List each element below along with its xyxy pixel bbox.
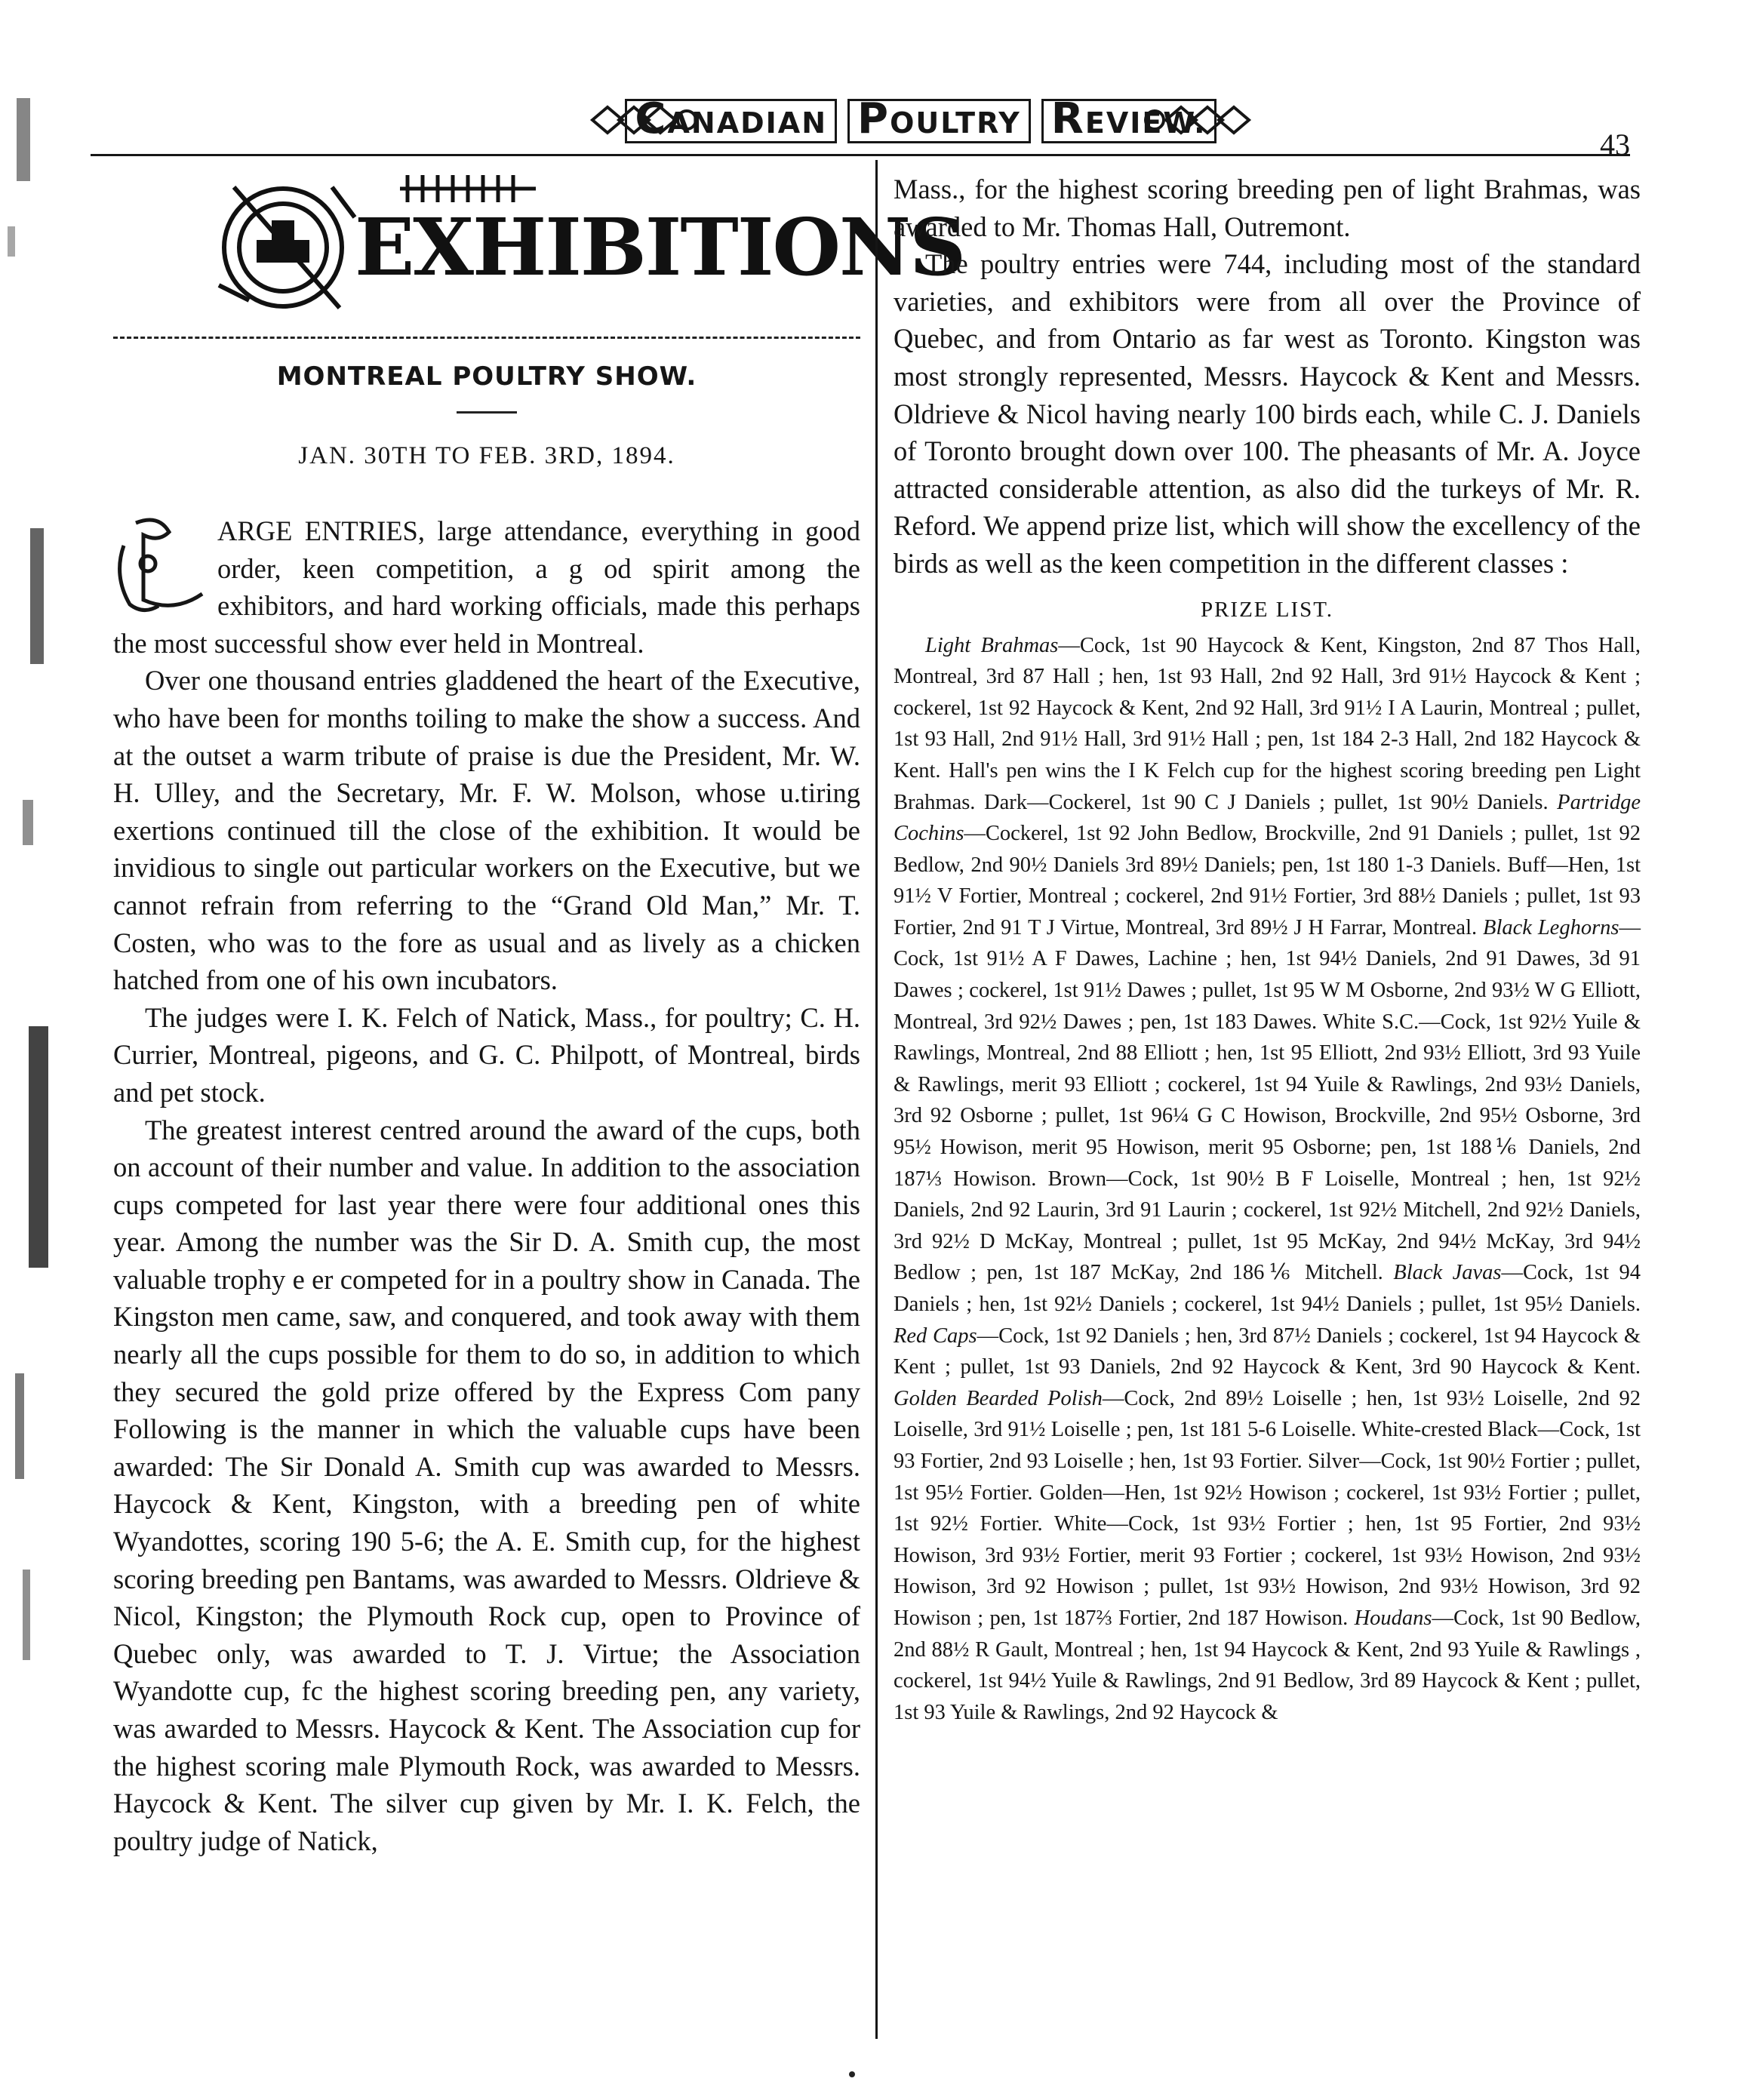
exhibitions-logo-word: EXHIBITIONS xyxy=(355,201,965,294)
article-body-left xyxy=(113,512,860,1859)
article-dates: JAN. 30TH TO FEB. 3RD, 1894. xyxy=(298,442,675,469)
article-paragraph xyxy=(113,512,860,662)
prize-list-heading: PRIZE LIST. xyxy=(1200,597,1334,622)
prize-class-name: Red Caps xyxy=(894,1324,977,1348)
prize-class-name: Light Brahmas xyxy=(925,633,1059,657)
prize-class-results: —Cock, 1st 94 Daniels ; hen, 1st 92½ Daniels ; cockerel, 1st 94½ Daniels ; pullet, 1st 95½ Daniels. xyxy=(894,1261,1641,1316)
prize-class-name: Black Javas xyxy=(1393,1261,1502,1285)
paragraph-text: ARGE ENTRIES, large attendance, everything in good order, keen competition, a g od spirit among the exhibitors, and hard working officials, made this perhaps the most successful show ever held in Montreal. xyxy=(113,515,860,659)
masthead-word: POULTRY xyxy=(847,99,1031,143)
masthead-ornament-icon xyxy=(1140,97,1253,143)
prize-class-results: —Cock, 2nd 89½ Loiselle ; hen, 1st 93½ Loiselle, 2nd 92 Loiselle, 3rd 91½ Loiselle ; pen, 1st 181 5-6 Loiselle. White-crested Black—Cock, 1st 93 Fortier, 2nd 93 Loiselle ; hen, 1st 93 Fortier. Silver—Cock, 1st 90½ Fortier ; pullet, 1st 95½ Fortier. Golden—Hen, 1st 92½ Howison ; cockerel, 1st 93½ Fortier ; pullet, 1st 92½ Fortier. White—Cock, 1st 93½ Fortier ; hen, 1st 95 Fortier, 2nd 93½ Howison, 3rd 93½ Fortier, merit 93 Fortier ; cockerel, 1st 93½ Howison, 2nd 93½ Howison, 3rd 92 Howison ; pullet, 1st 93½ Howison, 2nd 93½ Howison, 3rd 92 Howison ; pen, 1st 187⅔ Fortier, 2nd 187 Howison. xyxy=(894,1386,1641,1630)
article-body-right xyxy=(894,171,1641,583)
prize-class-results: —Cock, 1st 91½ A F Dawes, Lachine ; hen, 1st 94½ Daniels, 2nd 91 Dawes, 3d 91 Dawes ; cockerel, 1st 91½ Dawes ; pullet, 1st 95 W M Osborne, 2nd 93½ W G Elliott, Montreal, 3rd 92½ Dawes ; pen, 1st 183 Dawes. White S.C.—Cock, 1st 92½ Yuile & Rawlings, Montreal, 2nd 88 Elliott ; hen, 1st 95 Elliott, 2nd 93½ Elliott, 3rd 93 Yuile & Rawlings, merit 93 Elliott ; cockerel, 1st 94 Yuile & Rawlings, 2nd 93½ Daniels, 3rd 92 Osborne ; pullet, 1st 96¼ G C Howison, Brockville, 2nd 95½ Osborne, 3rd 95½ Howison, merit 95 Howison, merit 95 Osborne; pen, 1st 188⅙ Daniels, 2nd 187⅓ Howison. Brown—Cock, 1st 90½ B F Loiselle, Montreal ; hen, 1st 92½ Daniels, 2nd 92 Laurin, 3rd 91 Laurin ; cockerel, 1st 92½ Mitchell, 2nd 92½ Daniels, 3rd 92½ D McKay, Montreal ; pullet, 1st 95 McKay, 2nd 94½ McKay, 3rd 94½ Bedlow ; pen, 1st 187 McKay, 2nd 186⅙ Mitchell. xyxy=(894,915,1641,1285)
prize-list xyxy=(894,630,1641,1729)
prize-class-results: —Cock, 1st 90 Bedlow, 2nd 88½ R Gault, Montreal ; hen, 1st 94 Haycock & Kent, 2nd 93 Yuile & Rawlings , cockerel, 1st 94½ Yuile & Rawlings, 2nd 91 Bedlow, 3rd 89 Haycock & Kent ; pullet, 1st 93 Yuile & Rawlings, 2nd 92 Haycock & xyxy=(894,1606,1641,1724)
prize-class-name: Houdans xyxy=(1354,1606,1432,1630)
prize-class-name: Black Leghorns xyxy=(1483,915,1619,939)
masthead xyxy=(589,91,1253,152)
page-number: 43 xyxy=(1600,128,1630,161)
article-paragraph: The greatest interest centred around the award of the cups, both on account of their number and value. In addition to the association cups competed for last year there were four additional ones this year. Among the number was the Sir D. A. Smith cup, the most valuable trophy e er competed for in a poultry show in Canada. The Kingston men came, saw, and conquered, and took away with them nearly all the cups possible for them to do so, in addition to which they secured the gold prize offered by the Express Com pany Following is the manner in which the valuable cups have been awarded: The Sir Donald A. Smith cup was awarded to Messrs. Haycock & Kent, Kingston, with a breeding pen of white Wyandottes, scoring 190 5-6; the A. E. Smith cup, for the highest scoring breeding pen Bantams, was awarded to Messrs. Oldrieve & Nicol, Kingston; the Plymouth Rock cup, open to Province of Quebec only, was awarded to T. J. Virtue; the Association Wyandotte cup, fc the highest scoring breeding pen, any variety, was awarded to Messrs. Haycock & Kent. The Association cup for the highest scoring male Plymouth Rock, was awarded to Messrs. Haycock & Kent. The silver cup given by Mr. I. K. Felch, the poultry judge of Natick, xyxy=(113,1114,860,1856)
page-header-rule xyxy=(91,154,1630,156)
scan-speck xyxy=(849,2071,855,2077)
prize-class-results: —Cockerel, 1st 92 John Bedlow, Brockville, 2nd 91 Daniels ; pullet, 1st 92 Bedlow, 2nd 90½ Daniels 3rd 89½ Daniels; pen, 1st 180 1-3 Daniels. Buff—Hen, 1st 91½ V Fortier, Montreal ; cockerel, 2nd 91½ Fortier, 3rd 88½ Daniels ; pullet, 1st 93 Fortier, 2nd 91 T J Virtue, Montreal, 3rd 89½ J H Farrar, Montreal. xyxy=(894,822,1641,939)
article-paragraph: The judges were I. K. Felch of Natick, Mass., for poultry; C. H. Currier, Montreal, pigeons, and G. C. Philpott, of Montreal, birds and pet stock. xyxy=(113,1001,860,1108)
prize-class-results: —Cock, 1st 90 Haycock & Kent, Kingston, 2nd 87 Thos Hall, Montreal, 3rd 87 Hall ; hen, 1st 93 Hall, 2nd 92 Hall, 3rd 91½ Haycock & Kent ; cockerel, 1st 92 Haycock & Kent, 2nd 92 Hall, 3rd 91½ I A Laurin, Montreal ; pullet, 1st 93 Hall, 2nd 91½ Hall, 3rd 91½ Hall ; pen, 1st 184 2-3 Hall, 2nd 182 Haycock & Kent. Hall's pen wins the I K Felch cup for the highest scoring breeding pen Light Brahmas. Dark—Cockerel, 1st 90 C J Daniels ; pullet, 1st 90½ Daniels. xyxy=(894,633,1641,814)
masthead-word: REVIEW. xyxy=(1041,99,1216,143)
prize-class-results: —Cock, 1st 92 Daniels ; hen, 3rd 87½ Daniels ; cockerel, 1st 94 Haycock & Kent ; pullet, 1st 93 Daniels, 2nd 92 Haycock & Kent, 3rd 90 Haycock & Kent. xyxy=(894,1324,1641,1379)
article-paragraph: Mass., for the highest scoring breeding pen of light Brahmas, was awarded to Mr. Thomas Hall, Outremont. xyxy=(894,174,1641,242)
article-paragraph: Over one thousand entries gladdened the heart of the Executive, who have been for months toiling to make the show a success. And at the outset a warm tribute of praise is due the President, Mr. W. H. Ulley, and the Secretary, Mr. F. W. Molson, whose u.tiring exertions continued till the close of the exhibition. It would be invidious to single out particular workers on the Executive, but we cannot refrain from referring to the “Grand Old Man,” Mr. T. Costen, who was to the fore as usual and as lively as a chicken hatched from one of his own incubators. xyxy=(113,665,860,996)
section-divider xyxy=(113,337,860,339)
drop-cap-L-icon xyxy=(113,515,207,620)
article-paragraph: The poultry entries were 744, including most of the standard varieties, and exhibitors were from all over the Province of Quebec, and from Ontario as far west as Toronto. Kingston was most strongly represented, Messrs. Haycock & Kent and Messrs. Oldrieve & Nicol having nearly 100 birds each, while C. J. Daniels of Toronto brought down over 100. The pheasants of Mr. A. Joyce attracted considerable attention, as also did the turkeys of Mr. R. Reford. We append prize list, which will show the excellency of the birds as well as the keen competition in the different classes : xyxy=(894,248,1641,579)
scan-edge-marks xyxy=(0,0,91,2100)
masthead-title xyxy=(635,94,1207,143)
right-column xyxy=(894,171,1641,1728)
column-divider xyxy=(875,160,878,2039)
prize-class-name: Partridge Cochins xyxy=(894,790,1641,846)
article-title: MONTREAL POULTRY SHOW. xyxy=(276,361,697,392)
title-rule xyxy=(457,411,517,414)
prize-class-name: Golden Bearded Polish xyxy=(894,1386,1103,1410)
exhibitions-logo xyxy=(204,172,965,323)
masthead-word: CANADIAN xyxy=(625,99,837,143)
exhibitions-emblem-icon xyxy=(204,172,370,323)
